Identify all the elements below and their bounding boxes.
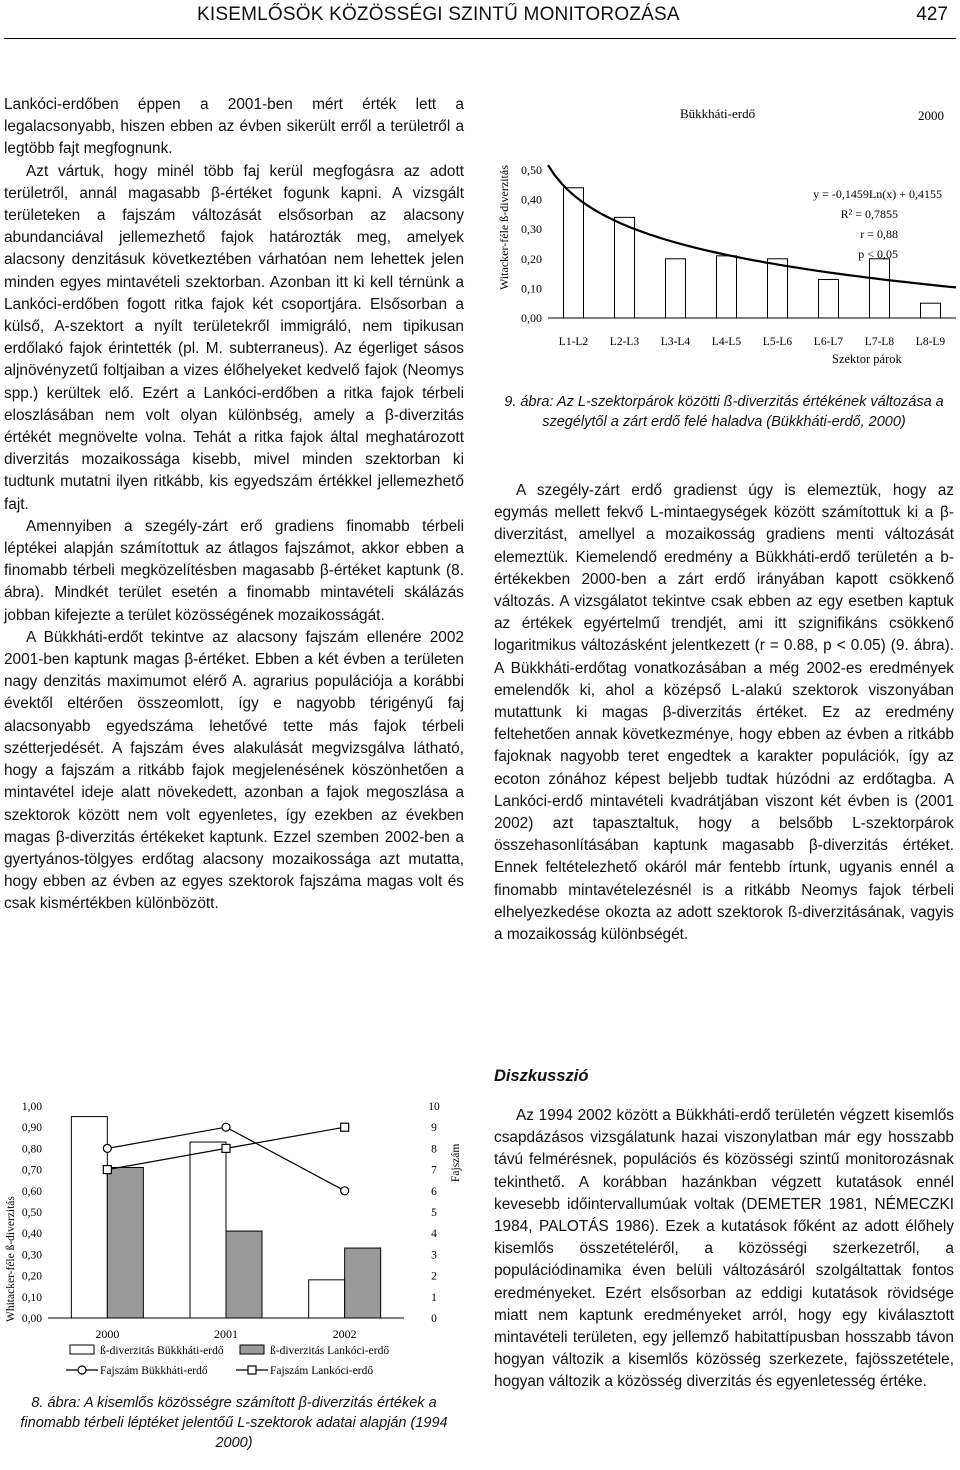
y-tick-label: 0,50: [21, 1207, 42, 1219]
bar: [564, 188, 584, 318]
bar: [768, 259, 788, 318]
bar: [666, 259, 686, 318]
discussion-text: [494, 1105, 954, 1394]
paragraph: Lankóci-erdőben éppen a 2001-ben mért érték lett a legalacsonyabb, hiszen ebben az évben sikerült erről a területről a legtöbb fajt megfognunk.: [4, 96, 464, 158]
y2-tick-label: 5: [431, 1207, 437, 1219]
y2-tick-label: 9: [431, 1122, 437, 1135]
y2-tick-label: 8: [431, 1143, 437, 1156]
legend-swatch: [70, 1345, 94, 1354]
section-heading: Diszkusszió: [494, 1067, 589, 1085]
line-marker: [341, 1187, 349, 1195]
bar: [717, 256, 737, 318]
x-tick-label: L5-L6: [762, 336, 793, 348]
line-marker: [222, 1123, 230, 1131]
left-column: [4, 94, 464, 916]
x-axis-label: Szektor párok: [832, 352, 902, 366]
y-tick-label: 0,20: [521, 251, 542, 266]
y2-tick-label: 2: [431, 1270, 437, 1283]
page-header: [0, 0, 960, 40]
x-tick-label: L4-L5: [711, 336, 742, 348]
bar: [921, 303, 941, 318]
y-tick-label: 0,30: [21, 1249, 42, 1262]
y-tick-label: 0,10: [21, 1291, 42, 1304]
x-tick-label: L7-L8: [864, 336, 895, 348]
y2-tick-label: 1: [431, 1291, 437, 1304]
legend-swatch: [240, 1345, 264, 1354]
bar: [107, 1167, 143, 1318]
y-axis-label: Whitacker-féle ß-diverzitás: [5, 1196, 17, 1322]
bar: [226, 1231, 262, 1318]
y-tick-label: 0,80: [21, 1143, 42, 1156]
x-tick-label: 2002: [332, 1327, 357, 1341]
trend-equation: y = -0,1459Ln(x) + 0,4155: [813, 187, 942, 201]
x-tick-label: L8-L9: [915, 336, 946, 348]
running-title: KISEMLŐSÖK KÖZÖSSÉGI SZINTŰ MONITOROZÁSA: [197, 4, 680, 25]
header-rule: [4, 38, 956, 39]
paragraph: A szegély-zárt erdő gradienst úgy is elemeztük, hogy az egymás mellett fekvő L-mintaegységek között számítottuk ki a β-diverzitást, amellyel a mozaikosság gradiens menti változását elemeztük. Kiemelendő eredmény a Bükkháti-erdő területén a b-értékekben 2000-ben a zárt erdő irányában kapott csökkenő változás. A vizsgálatot tekintve csak ebben az egy esetben kaptuk az értékek egyértelmű trendjét, ami itt szignifikáns csökkenő logaritmikus változásként jelentkezett (r = 0.88, p < 0.05) (9. ábra). A Bükkháti-erdőtag vonatkozásában a még 2002-es eredmények emelendők ki, ahol a középső L-alakú szektorok viszonyában mutattunk ki magas β-diverzitás értéket. Ez az eredmény feltehetően annak következménye, hogy ebben az évben a ritkább fajoknak nagyobb teret engedtek a karakter populációk, így az ecoton zónához képest beljebb tudtak húzódni az erdőtagba. A Lankóci-erdő mintavételi kvadrátjában viszont két évben is (2001 2002) azt tapasztaltuk, hogy a belsőbb L-szektorpárok összehasonlításában kaptunk magasabb β-diverzitás értéket. Ennek feltételezhető okáról már fentebb írtunk, ugyanis ennél a finomabb mintavételezésnél is a ritkább Neomys fajok térbeli elhelyezkedése okozta az adott szektorok ß-diverzitásának, vagyis a mozaikosság különbségét.: [494, 482, 954, 944]
p-label: p < 0,05: [858, 247, 898, 261]
x-tick-label: L3-L4: [660, 336, 691, 348]
paragraph: Azt vártuk, hogy minél több faj kerül megfogásra az adott területről, annál magasabb β-értéket fogunk kapni. A vizsgált területeken a fajszám változását elsősorban az alacsony abundanciával jellemezhető fajok határozták meg, amelyek alacsony denzitásuk következtében várhatóan nem lehettek jelen minden egyes mintavételi szektorban. Azonban itt ki kell térnünk a Lankóci-erdőben fogott ritka fajok két csoportjára. Elsősorban a külső, A-szektort a nyílt területekről immigráló, nem tipikusan erdőlakó fajok érintették (pl. M. subterraneus). Az égerliget sásos aljnövényzetű foltjaiban a vizes élőhelyeket kedvelő fajok (Neomys spp.) kerültek elő. Ezért a Lankóci-erdőben a ritka fajok térbeli eloszlásában nem volt olyan különbség, amely a β-diverzitás értékét megnövelte volna. Tehát a ritka fajok által meghatározott diverzitás mozaikossága kisebb, mivel minden szektorban ki tudtunk mutatni ilyen ritkább, kis egyedszám értékkel jellemezhető fajt.: [4, 162, 464, 513]
bar: [190, 1142, 226, 1318]
y-tick-label: 0,50: [521, 163, 542, 177]
chart-year-label: 2000: [918, 108, 944, 123]
figure-8-chart: [0, 1092, 470, 1388]
y2-tick-label: 6: [431, 1185, 437, 1198]
page-number: 427: [916, 4, 948, 25]
y-tick-label: 1,00: [21, 1101, 42, 1113]
bar: [71, 1117, 107, 1318]
x-tick-label: L1-L2: [558, 336, 589, 348]
y-tick-label: 0,40: [21, 1228, 42, 1241]
bar: [615, 217, 635, 318]
line-marker: [341, 1123, 349, 1131]
line-marker: [222, 1144, 230, 1152]
y-tick-label: 0,60: [21, 1185, 42, 1198]
bar: [309, 1280, 345, 1318]
legend-label: Fajszám Bükkháti-erdő: [100, 1365, 208, 1377]
legend-label: Fajszám Lankóci-erdő: [270, 1365, 374, 1377]
x-tick-label: L6-L7: [813, 336, 844, 348]
chart-title: Bükkháti-erdő: [680, 106, 756, 121]
paragraph: A Bükkháti-erdőt tekintve az alacsony fajszám ellenére 2002 2001-ben kaptunk magas β-értéket. Ebben a két évben a területen nagy denzitás maximumot elérő A. agrarius populációja a korábbi évektől eltérően összeomlott, így e nagyobb térigényű faj alacsonyabb egyedszáma lehetővé tette más fajok térbeli szétterjedését. A fajszám éves alakulását megvizsgálva látható, hogy a fajszám a ritkább fajok megjelenésének köszönhetően a mintavétel ideje alatt növekedett, azonban a fajok megoszlása a szektorok között nem volt egyenletes, így ezekben az években magas β-diverzitás értékeket kaptunk. Ezzel szemben 2002-ben a gyertyános-tölgyes erdőtag alacsony mozaikossága azt mutatta, hogy ebben az évben az egyes szektorok fajszáma magas volt és csak kismértékben különbözött.: [4, 628, 464, 913]
y-tick-label: 0,00: [21, 1313, 42, 1325]
r-squared-label: R² = 0,7855: [840, 207, 898, 221]
paragraph: Az 1994 2002 között a Bükkháti-erdő területén végzett kisemlős csapdázásos vizsgálatunk hazai viszonylatban már egy hosszabb távú felmérésnek, populációs és közösségi szintű monitorozásnak tekinthető. A korábban hazánkban végzett kutatások ennél kevesebb időintervallumúak voltak (DEMETER 1981, NÉMECZKI 1984, PALOTÁS 1986). Ezek a kutatások főként az adott élőhely kisemlős összetételéről, a közösségi szerkezetről, a populációdinamika éven belüli változásáról szolgáltattak fontos eredményeket. Ezért elsősorban az eddigi kutatások rövidsége miatt nem kaptunk eredményeket arról, hogy egy kiválasztott mintavételi területen, egy jellemző habitattípusban hosszabb távon hogyan változik a kisemlős közösség szerkezete, fajösszetétele, hogyan változik a közösség diverzitás és egyenletesség értéke.: [494, 1107, 954, 1391]
y-axis-label: Witacker-féle ß-diverzitás: [497, 165, 511, 290]
legend-label: ß-diverzitás Lankóci-erdő: [270, 1345, 390, 1357]
bar: [345, 1248, 381, 1318]
figure-9-chart: [494, 100, 960, 370]
y2-axis-label: Fajszám: [450, 1143, 462, 1182]
y-tick-label: 0,40: [521, 192, 542, 207]
x-tick-label: 2001: [214, 1327, 238, 1341]
legend-marker: [78, 1366, 86, 1374]
bar: [870, 259, 890, 318]
y2-tick-label: 3: [431, 1249, 437, 1262]
y-tick-label: 0,90: [21, 1122, 42, 1135]
line-marker: [103, 1166, 111, 1174]
y-tick-label: 0,10: [521, 281, 542, 296]
figure-8-caption: 8. ábra: A kisemlős közösségre számított β-diverzitás értékek a finomabb térbeli léptéket jelentőű L-szektorok adatai alapján (1994 2000): [20, 1395, 448, 1451]
y-tick-label: 0,30: [521, 222, 542, 237]
x-tick-label: 2000: [95, 1327, 120, 1341]
y-tick-label: 0,00: [521, 311, 542, 325]
y-tick-label: 0,70: [21, 1164, 42, 1177]
y2-tick-label: 7: [431, 1164, 437, 1177]
right-column: [494, 480, 954, 946]
x-tick-label: L2-L3: [609, 336, 640, 348]
y-tick-label: 0,20: [21, 1270, 42, 1283]
line-marker: [103, 1144, 111, 1152]
paragraph: Amennyiben a szegély-zárt erő gradiens finomabb térbeli léptékei alapján számítottuk az átlagos fajszámot, akkor ebben a finomabb térbeli megközelítésben magasabb β-értéket kaptunk (8. ábra). Mindkét terület esetén a finomabb mintavételi skálázás jobban kifejezte a terület közösségének mozaikosságát.: [4, 517, 464, 624]
legend-label: ß-diverzitás Bükkháti-erdő: [100, 1345, 224, 1357]
y2-tick-label: 0: [431, 1313, 437, 1325]
figure-9-caption: 9. ábra: Az L-szektorpárok közötti ß-diverzitás értékének változása a szegélytől a zárt erdő felé haladva (Bükkháti-erdő, 2000): [504, 394, 944, 430]
y2-tick-label: 10: [428, 1101, 440, 1113]
legend-marker: [248, 1366, 256, 1374]
r-label: r = 0,88: [860, 227, 898, 241]
bar: [819, 280, 839, 318]
y2-tick-label: 4: [431, 1228, 437, 1241]
